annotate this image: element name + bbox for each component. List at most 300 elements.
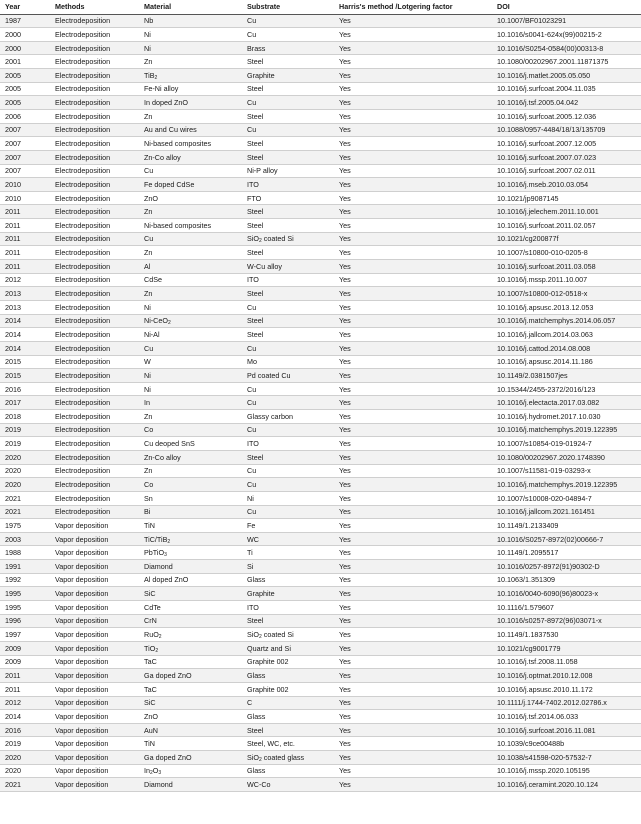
cell-year: 2012 [0,273,50,287]
cell-material: SiC [139,587,242,601]
table-row [0,614,641,628]
cell-material: TiC/TiB$_2$ [139,532,242,546]
cell-doi: 10.1016/j.surfcoat.2005.12.036 [492,109,641,123]
cell-material: Cu [139,164,242,178]
cell-method: Electrodeposition [50,82,139,96]
cell-year: 2014 [0,710,50,724]
cell-year: 2009 [0,655,50,669]
cell-year: 2020 [0,451,50,465]
cell-doi: 10.1116/1.579607 [492,601,641,615]
cell-method: Vapor deposition [50,655,139,669]
table-row [0,696,641,710]
cell-method: Electrodeposition [50,150,139,164]
table-row [0,451,641,465]
cell-harris: Yes [334,382,492,396]
cell-doi: 10.1007/BF01023291 [492,14,641,28]
table-row [0,314,641,328]
cell-year: 1995 [0,587,50,601]
cell-doi: 10.1007/s11581-019-03293-x [492,464,641,478]
cell-substrate: Si [242,560,334,574]
cell-method: Vapor deposition [50,682,139,696]
table-row [0,601,641,615]
table-header [0,0,641,14]
cell-method: Electrodeposition [50,314,139,328]
table-row [0,764,641,778]
cell-substrate: Steel [242,137,334,151]
cell-substrate: SiO$_2$ coated Si [242,628,334,642]
cell-material: Al [139,260,242,274]
table-row [0,355,641,369]
cell-material: TaC [139,655,242,669]
cell-harris: Yes [334,219,492,233]
cell-substrate: Glass [242,669,334,683]
cell-method: Electrodeposition [50,246,139,260]
cell-material: Zn [139,109,242,123]
cell-material: Zn-Co alloy [139,150,242,164]
cell-year: 2020 [0,751,50,765]
cell-doi: 10.1016/0257-8972(91)90302-D [492,560,641,574]
cell-substrate: Glass [242,764,334,778]
cell-method: Electrodeposition [50,287,139,301]
column-header-year: Year [0,0,50,14]
cell-material: Ni-based composites [139,219,242,233]
cell-substrate: Steel [242,246,334,260]
cell-year: 2020 [0,478,50,492]
cell-material: Ni [139,28,242,42]
cell-material: Nb [139,14,242,28]
cell-material: Cu [139,232,242,246]
cell-substrate: Steel [242,451,334,465]
table-row [0,287,641,301]
table-row [0,41,641,55]
cell-doi: 10.1016/j.electacta.2017.03.082 [492,396,641,410]
cell-harris: Yes [334,601,492,615]
cell-doi: 10.1016/j.apsusc.2010.11.172 [492,682,641,696]
cell-substrate: Steel [242,723,334,737]
cell-substrate: Cu [242,464,334,478]
cell-year: 2003 [0,532,50,546]
cell-year: 2016 [0,723,50,737]
cell-year: 2011 [0,682,50,696]
cell-material: TiB$_2$ [139,69,242,83]
cell-method: Electrodeposition [50,178,139,192]
cell-harris: Yes [334,710,492,724]
table-row [0,410,641,424]
cell-harris: Yes [334,423,492,437]
cell-year: 2015 [0,369,50,383]
cell-doi: 10.1016/j.jelechem.2011.10.001 [492,205,641,219]
cell-doi: 10.1007/s10800-012-0518-x [492,287,641,301]
cell-doi: 10.1016/j.jallcom.2014.03.063 [492,328,641,342]
cell-material: Ni [139,300,242,314]
cell-year: 2012 [0,696,50,710]
cell-substrate: Cu [242,123,334,137]
table-row [0,150,641,164]
cell-method: Vapor deposition [50,560,139,574]
cell-method: Electrodeposition [50,109,139,123]
column-header-substrate: Substrate [242,0,334,14]
cell-substrate: SiO$_2$ coated Si [242,232,334,246]
cell-substrate: Pd coated Cu [242,369,334,383]
cell-doi: 10.1007/s10800-010-0205-8 [492,246,641,260]
cell-method: Electrodeposition [50,28,139,42]
cell-harris: Yes [334,464,492,478]
cell-year: 2021 [0,491,50,505]
cell-substrate: Steel [242,219,334,233]
cell-harris: Yes [334,69,492,83]
cell-harris: Yes [334,451,492,465]
cell-method: Vapor deposition [50,778,139,792]
cell-material: CrN [139,614,242,628]
table-row [0,641,641,655]
cell-doi: 10.1016/j.surfcoat.2007.12.005 [492,137,641,151]
table-row [0,273,641,287]
cell-harris: Yes [334,764,492,778]
cell-material: CdSe [139,273,242,287]
cell-doi: 10.1149/2.0381507jes [492,369,641,383]
cell-material: Fe doped CdSe [139,178,242,192]
cell-harris: Yes [334,532,492,546]
cell-year: 2019 [0,423,50,437]
cell-method: Electrodeposition [50,205,139,219]
cell-method: Electrodeposition [50,69,139,83]
cell-substrate: ITO [242,178,334,192]
cell-method: Vapor deposition [50,669,139,683]
cell-method: Vapor deposition [50,546,139,560]
cell-substrate: Cu [242,382,334,396]
cell-substrate: Steel [242,614,334,628]
cell-method: Electrodeposition [50,410,139,424]
cell-year: 2009 [0,641,50,655]
cell-doi: 10.1016/j.matchemphys.2019.122395 [492,478,641,492]
cell-year: 2014 [0,341,50,355]
table-row [0,573,641,587]
cell-material: Fe-Ni alloy [139,82,242,96]
cell-method: Electrodeposition [50,273,139,287]
cell-material: Ni-Al [139,328,242,342]
cell-doi: 10.1016/j.surfcoat.2004.11.035 [492,82,641,96]
table-row [0,69,641,83]
table-row [0,519,641,533]
cell-substrate: Steel [242,55,334,69]
table-row [0,778,641,792]
cell-harris: Yes [334,137,492,151]
cell-material: Co [139,423,242,437]
header-row [0,0,641,14]
cell-material: CdTe [139,601,242,615]
cell-method: Electrodeposition [50,164,139,178]
cell-method: Electrodeposition [50,382,139,396]
cell-harris: Yes [334,682,492,696]
cell-substrate: Graphite 002 [242,655,334,669]
cell-material: TaC [139,682,242,696]
table-row [0,205,641,219]
cell-method: Vapor deposition [50,764,139,778]
cell-doi: 10.1016/j.surfcoat.2016.11.081 [492,723,641,737]
cell-doi: 10.1016/j.hydromet.2017.10.030 [492,410,641,424]
cell-doi: 10.1016/j.mssp.2020.105195 [492,764,641,778]
table-row [0,751,641,765]
cell-doi: 10.1016/j.apsusc.2013.12.053 [492,300,641,314]
cell-material: Ni-based composites [139,137,242,151]
table-body [0,14,641,792]
cell-harris: Yes [334,55,492,69]
cell-year: 2019 [0,737,50,751]
cell-year: 1987 [0,14,50,28]
cell-harris: Yes [334,14,492,28]
table-row [0,423,641,437]
cell-harris: Yes [334,260,492,274]
cell-substrate: Cu [242,96,334,110]
cell-substrate: Steel [242,328,334,342]
cell-harris: Yes [334,41,492,55]
cell-doi: 10.1016/S0257-8972(02)00666-7 [492,532,641,546]
cell-substrate: Steel [242,150,334,164]
cell-method: Vapor deposition [50,573,139,587]
cell-doi: 10.1016/s0257-8972(96)03071-x [492,614,641,628]
cell-substrate: Glass [242,573,334,587]
cell-year: 2011 [0,260,50,274]
table-row [0,28,641,42]
cell-doi: 10.1149/1.2095517 [492,546,641,560]
cell-material: Zn [139,205,242,219]
cell-material: Zn [139,55,242,69]
cell-harris: Yes [334,628,492,642]
cell-year: 2007 [0,150,50,164]
cell-material: Co [139,478,242,492]
cell-year: 2016 [0,382,50,396]
cell-method: Electrodeposition [50,355,139,369]
cell-year: 1988 [0,546,50,560]
cell-material: AuN [139,723,242,737]
table-row [0,14,641,28]
cell-year: 2007 [0,164,50,178]
cell-method: Vapor deposition [50,641,139,655]
cell-year: 2013 [0,300,50,314]
cell-year: 1997 [0,628,50,642]
cell-substrate: Graphite 002 [242,682,334,696]
table-row [0,396,641,410]
table-row [0,587,641,601]
cell-harris: Yes [334,205,492,219]
cell-harris: Yes [334,191,492,205]
column-header-harris: Harris's method /Lotgering factor [334,0,492,14]
cell-harris: Yes [334,369,492,383]
cell-doi: 10.1016/j.tsf.2008.11.058 [492,655,641,669]
table-row [0,328,641,342]
cell-harris: Yes [334,751,492,765]
cell-method: Electrodeposition [50,137,139,151]
cell-year: 2017 [0,396,50,410]
cell-harris: Yes [334,737,492,751]
cell-harris: Yes [334,655,492,669]
cell-year: 2000 [0,28,50,42]
table-row [0,737,641,751]
cell-material: Zn-Co alloy [139,451,242,465]
table-row [0,369,641,383]
cell-year: 2000 [0,41,50,55]
cell-doi: 10.1021/cg200877f [492,232,641,246]
cell-material: Al doped ZnO [139,573,242,587]
cell-substrate: Ni [242,491,334,505]
cell-year: 2021 [0,778,50,792]
cell-substrate: W-Cu alloy [242,260,334,274]
cell-year: 2020 [0,764,50,778]
cell-substrate: Steel [242,109,334,123]
cell-substrate: FTO [242,191,334,205]
table-row [0,478,641,492]
cell-harris: Yes [334,341,492,355]
cell-substrate: Cu [242,423,334,437]
cell-method: Electrodeposition [50,437,139,451]
cell-year: 2010 [0,178,50,192]
cell-harris: Yes [334,28,492,42]
cell-doi: 10.1038/s41598-020-57532-7 [492,751,641,765]
cell-harris: Yes [334,96,492,110]
cell-year: 2019 [0,437,50,451]
cell-substrate: Cu [242,396,334,410]
cell-substrate: Mo [242,355,334,369]
cell-harris: Yes [334,491,492,505]
cell-material: TiO$_2$ [139,641,242,655]
cell-substrate: Quartz and Si [242,641,334,655]
cell-harris: Yes [334,519,492,533]
cell-year: 2005 [0,96,50,110]
cell-method: Vapor deposition [50,587,139,601]
cell-substrate: Ni-P alloy [242,164,334,178]
cell-year: 2013 [0,287,50,301]
cell-doi: 10.1080/00202967.2020.1748390 [492,451,641,465]
cell-method: Vapor deposition [50,519,139,533]
table-row [0,560,641,574]
cell-material: Ni [139,41,242,55]
cell-harris: Yes [334,587,492,601]
cell-doi: 10.1021/cg9001779 [492,641,641,655]
cell-doi: 10.1063/1.351309 [492,573,641,587]
table-row [0,655,641,669]
table-row [0,546,641,560]
cell-harris: Yes [334,669,492,683]
cell-method: Electrodeposition [50,260,139,274]
cell-year: 2001 [0,55,50,69]
cell-doi: 10.1016/j.matchemphys.2014.06.057 [492,314,641,328]
cell-year: 2011 [0,246,50,260]
cell-material: Diamond [139,560,242,574]
cell-doi: 10.1080/00202967.2001.11871375 [492,55,641,69]
cell-doi: 10.1016/j.ceramint.2020.10.124 [492,778,641,792]
cell-method: Electrodeposition [50,96,139,110]
cell-method: Vapor deposition [50,601,139,615]
cell-method: Electrodeposition [50,341,139,355]
cell-substrate: Steel [242,205,334,219]
cell-harris: Yes [334,82,492,96]
cell-substrate: ITO [242,437,334,451]
cell-year: 2014 [0,314,50,328]
table-row [0,260,641,274]
cell-harris: Yes [334,410,492,424]
cell-substrate: SiO$_2$ coated glass [242,751,334,765]
cell-method: Electrodeposition [50,219,139,233]
cell-method: Vapor deposition [50,751,139,765]
cell-material: Zn [139,246,242,260]
cell-method: Electrodeposition [50,423,139,437]
cell-material: $In_2O_3$ [139,764,242,778]
cell-method: Vapor deposition [50,532,139,546]
cell-doi: 10.1016/0040-6090(96)80023-x [492,587,641,601]
cell-doi: 10.1016/j.surfcoat.2007.07.023 [492,150,641,164]
table-row [0,464,641,478]
cell-harris: Yes [334,178,492,192]
table-row [0,710,641,724]
cell-method: Vapor deposition [50,614,139,628]
cell-method: Electrodeposition [50,14,139,28]
table-row [0,164,641,178]
table-row [0,246,641,260]
cell-harris: Yes [334,437,492,451]
table-row [0,300,641,314]
cell-doi: 10.1016/j.apsusc.2014.11.186 [492,355,641,369]
cell-material: PbTiO$_3$ [139,546,242,560]
cell-material: Sn [139,491,242,505]
cell-substrate: Graphite [242,587,334,601]
cell-doi: 10.1021/jp9087145 [492,191,641,205]
table-row [0,219,641,233]
cell-method: Vapor deposition [50,628,139,642]
cell-material: TiN [139,737,242,751]
cell-doi: 10.1088/0957-4484/18/13/135709 [492,123,641,137]
cell-year: 2011 [0,669,50,683]
table-row [0,55,641,69]
cell-method: Electrodeposition [50,505,139,519]
cell-material: Ni-CeO$_2$ [139,314,242,328]
table-row [0,669,641,683]
cell-method: Electrodeposition [50,451,139,465]
table-row [0,96,641,110]
cell-material: Diamond [139,778,242,792]
table-row [0,341,641,355]
cell-substrate: Steel [242,287,334,301]
cell-method: Vapor deposition [50,737,139,751]
cell-harris: Yes [334,641,492,655]
cell-harris: Yes [334,723,492,737]
cell-doi: 10.1149/1.2133409 [492,519,641,533]
cell-material: Zn [139,410,242,424]
cell-harris: Yes [334,150,492,164]
cell-year: 2006 [0,109,50,123]
cell-method: Vapor deposition [50,696,139,710]
cell-substrate: Cu [242,341,334,355]
cell-doi: 10.1016/j.matlet.2005.05.050 [492,69,641,83]
cell-material: Ga doped ZnO [139,751,242,765]
cell-year: 2018 [0,410,50,424]
column-header-doi: DOI [492,0,641,14]
cell-harris: Yes [334,328,492,342]
cell-doi: 10.1149/1.1837530 [492,628,641,642]
cell-doi: 10.1007/s10008-020-04894-7 [492,491,641,505]
cell-harris: Yes [334,696,492,710]
cell-year: 2007 [0,137,50,151]
column-header-method: Methods [50,0,139,14]
cell-substrate: Brass [242,41,334,55]
cell-substrate: Glassy carbon [242,410,334,424]
cell-method: Electrodeposition [50,191,139,205]
cell-material: Cu [139,341,242,355]
cell-substrate: WC [242,532,334,546]
table-row [0,532,641,546]
column-header-material: Material [139,0,242,14]
cell-doi: 10.1016/j.surfcoat.2011.02.057 [492,219,641,233]
cell-substrate: Steel [242,82,334,96]
